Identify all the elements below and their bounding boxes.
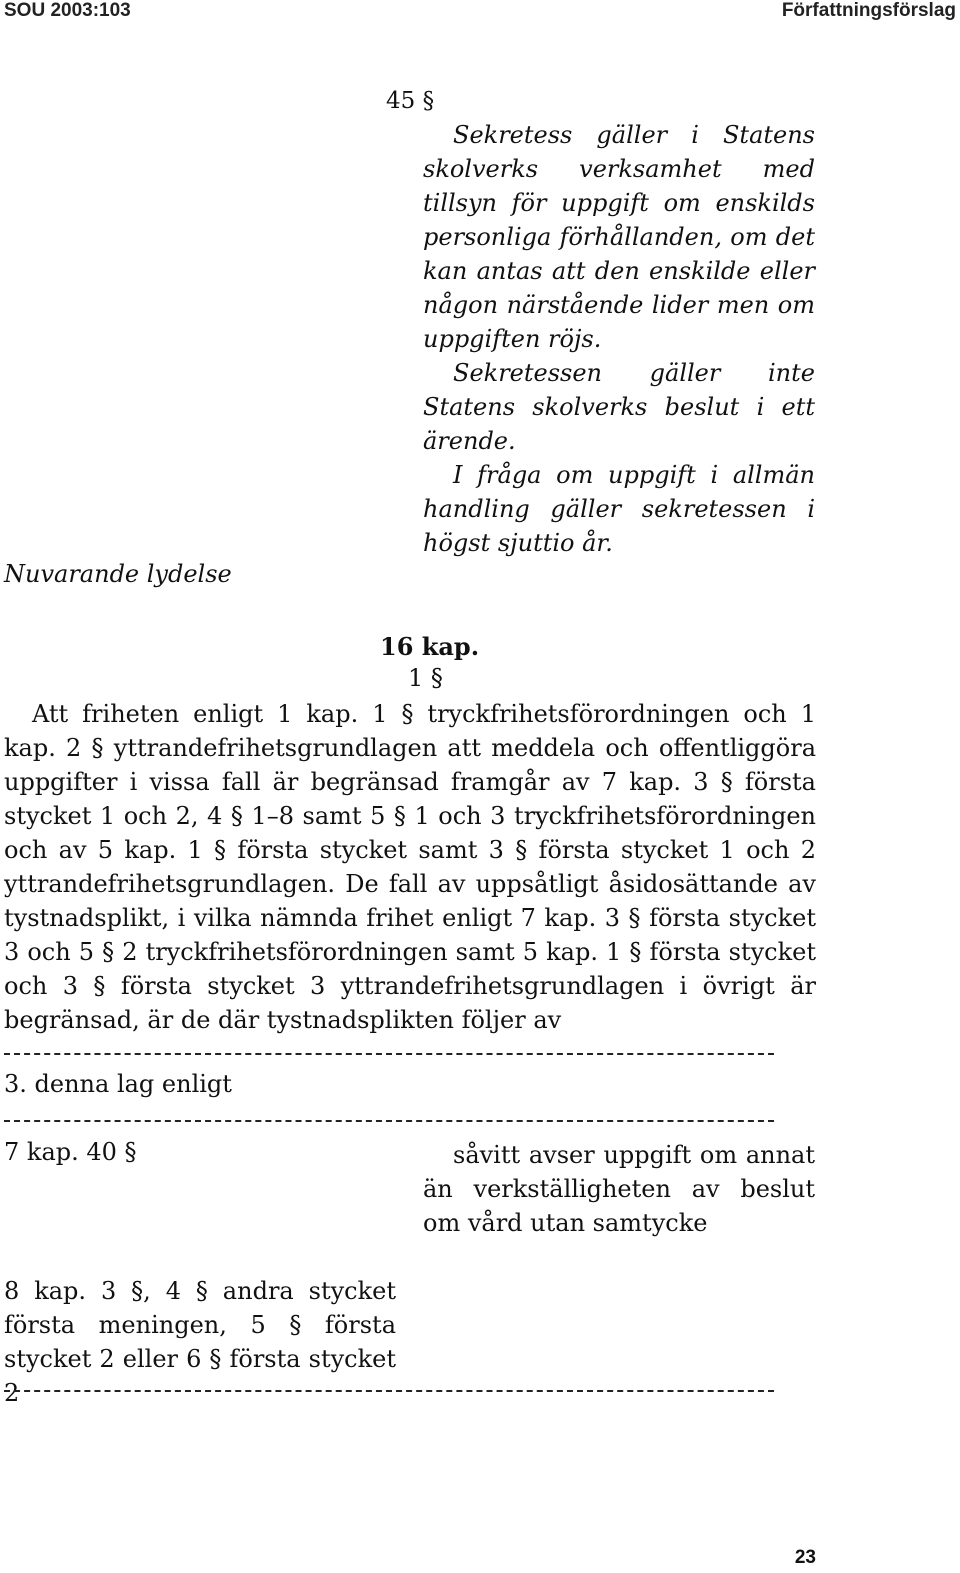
running-header-right: Författningsförslag: [781, 0, 956, 21]
section-45-title: 45 §: [386, 88, 435, 114]
chapter-16-paragraph-1-text: Att friheten enligt 1 kap. 1 § tryckfrihetsförordningen och 1 kap. 2 § yttrandefrihetsgrundlagen att meddela och offentliggöra uppgifter i vissa fall är begränsad framgår av 7 kap. 3 § första stycket 1 och 2, 4 § 1–8 samt 5 § 1 och 3 tryckfrihetsförordningen och av 5 kap. 1 § första stycket samt 3 § första stycket 1 och 2 yttrandefrihetsgrundlagen. De fall av uppsåtligt åsidosättande av tystnadsplikt, i vilka nämnda frihet enligt 7 kap. 3 § första stycket 3 och 5 § 2 tryckfrihetsförordningen samt 5 kap. 1 § första stycket och 3 § första stycket 3 yttrandefrihetsgrundlagen i övrigt är begränsad, är de där tystnadsplikten följer av: [4, 700, 816, 1034]
section-45-paragraph-3: I fråga om uppgift i allmän handling gäller sekretessen i högst sjuttio år.: [423, 461, 815, 557]
omission-line-3: [4, 1390, 774, 1392]
current-wording-label: Nuvarande lydelse: [4, 560, 232, 588]
omission-line-1: [4, 1053, 774, 1055]
omission-line-2: [4, 1120, 774, 1122]
chapter-16-paragraph-label: 1 §: [408, 664, 443, 692]
reference-chapter-8: 8 kap. 3 §, 4 § andra stycket första meningen, 5 § första stycket 2 eller 6 § första stycket 2: [4, 1277, 396, 1407]
section-45-paragraph-2: Sekretessen gäller inte Statens skolverks beslut i ett ärende.: [423, 359, 815, 455]
reference-chapter-7: 7 kap. 40 §: [4, 1138, 137, 1166]
page-number: 23: [794, 1547, 816, 1568]
section-45-body: [423, 118, 815, 560]
running-header-left: SOU 2003:103: [4, 0, 131, 21]
list-item-3: 3. denna lag enligt: [4, 1070, 232, 1098]
section-45-paragraph-1: Sekretess gäller i Statens skolverks verksamhet med tillsyn för uppgift om enskilds personliga förhållanden, om det kan antas att den enskilde eller någon närstående lider men om uppgiften röjs.: [423, 121, 815, 353]
reference-chapter-7-note: såvitt avser uppgift om annat än verkställigheten av beslut om vård utan samtycke: [423, 1141, 815, 1237]
chapter-16-heading: 16 kap.: [380, 632, 480, 661]
